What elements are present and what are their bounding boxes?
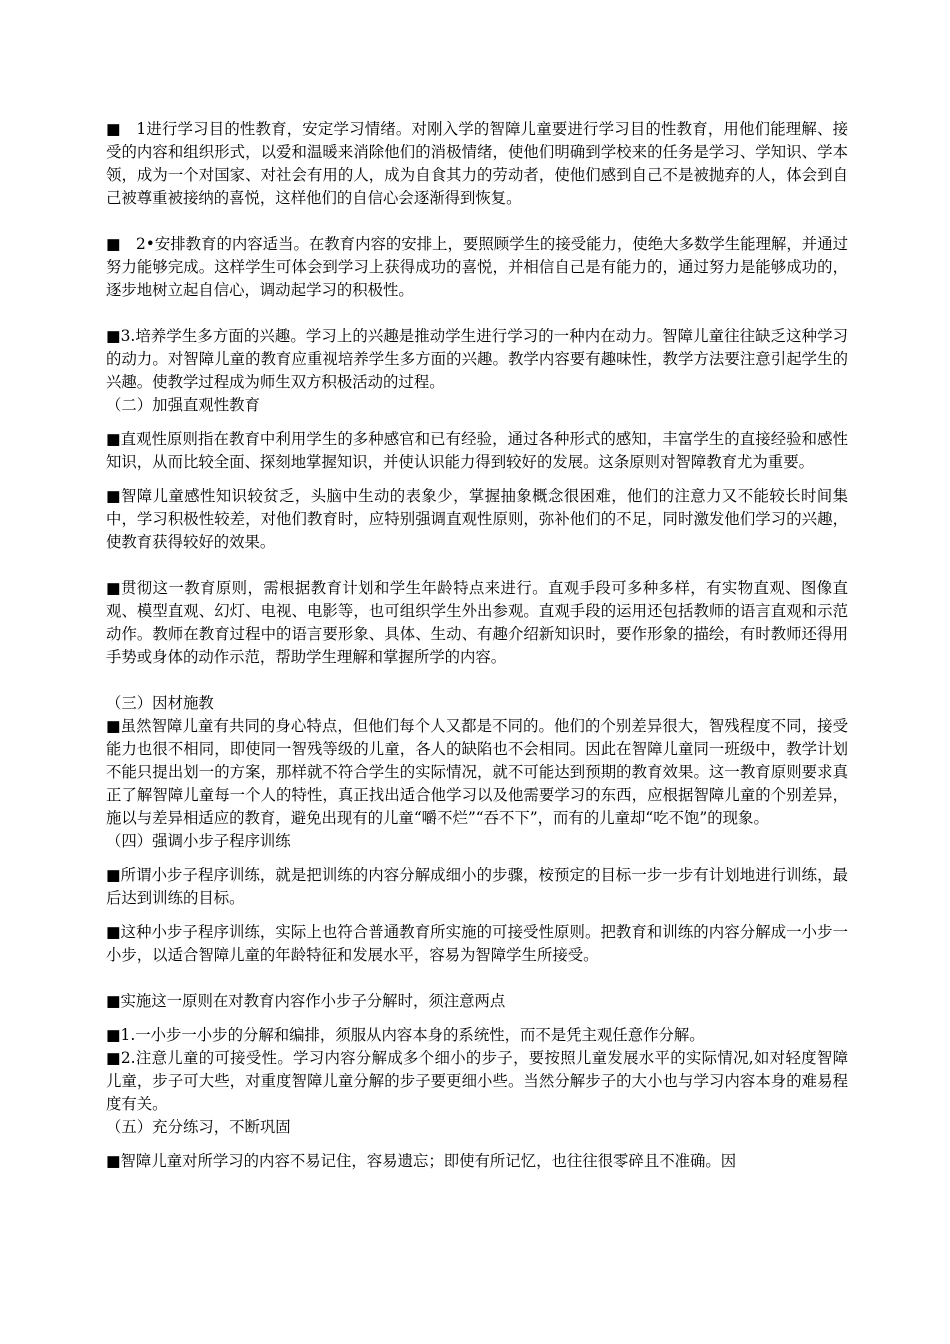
section-heading-practice-consolidation: （五）充分练习，不断巩固 [106,1118,291,1136]
paragraph-point-one: ■1.一小步一小步的分解和编排，须服从内容本身的系统性，而不是凭主观任意作分解。 [106,1026,705,1044]
paragraph-two-points: ■实施这一原则在对教育内容作小步子分解时，须注意两点 [106,992,506,1010]
paragraph-individual-differences: ■虽然智障儿童有共同的身心特点，但他们每个人又都是不同的。他们的个别差异很大，智残程度不同，接受能力也很不相同，即使同一智残等级的儿童，各人的缺陷也不会相同。因此在智障儿童同一班级中，教学计划不能只提出划一的方案，那样就不符合学生的实际情况，就不可能达到预期的教育效果。这一教育原则要求真正了解智障儿童每一个人的特性，真正找出适合他学习以及他需要学习的东西，应根据智障儿童的个别差异，施以与差异相适应的教育，避免出现有的儿童“嚼不烂”“吞不下”，而有的儿童却“吃不饱”的现象。 [106,717,848,827]
paragraph-purpose-education: ■ 1进行学习目的性教育，安定学习情绪。对刚入学的智障儿童要进行学习目的性教育，用他们能理解、接受的内容和组织形式，以爱和温暖来消除他们的消极情绪，使他们明确到学校来的任务是学习、学知识、学本领，成为一个对国家、对社会有用的人，成为自食其力的劳动者，使他们感到自己不是被抛弃的人，体会到自己被尊重被接纳的喜悦，这样他们的自信心会逐渐得到恢复。 [106,120,848,207]
paragraph-implementation: ■贯彻这一教育原则，需根据教育计划和学生年龄特点来进行。直观手段可多种多样，有实物直观、图像直观、模型直观、幻灯、电视、电影等，也可组织学生外出参观。直观手段的运用还包括教师的语言直观和示范动作。教师在教育过程中的语言要形象、具体、生动、有趣介绍新知识时，要作形象的描绘，有时教师还得用手势或身体的动作示范，帮助学生理解和掌握所学的内容。 [106,579,848,666]
paragraph-perceptual-knowledge: ■智障儿童感性知识较贫乏，头脑中生动的表象少，掌握抽象概念很困难，他们的注意力又不能较长时间集中，学习积极性较差，对他们教育时，应特别强调直观性原则，弥补他们的不足，同时激发他们学习的兴趣，使教育获得较好的效果。 [106,487,848,551]
section-heading-small-step-training: （四）强调小步子程序训练 [106,832,291,850]
paragraph-acceptability: ■这种小步子程序训练，实际上也符合普通教育所实施的可接受性原则。把教育和训练的内容分解成一小步一小步，以适合智障儿童的年龄特征和发展水平，容易为智障学生所接受。 [106,923,848,964]
paragraph-small-step-definition: ■所谓小步子程序训练，就是把训练的内容分解成细小的步骤，桉预定的目标一步一步有计划地进行训练，最后达到训练的目标。 [106,866,848,907]
paragraph-intuitive-principle: ■直观性原则指在教育中利用学生的多种感官和已有经验，通过各种形式的感知，丰富学生的直接经验和感性知识，从而比较全面、探刻地掌握知识，并使认识能力得到较好的发展。这条原则对智障教育尤为重要。 [106,430,848,471]
section-heading-intuitive-education: （二）加强直观性教育 [106,396,260,414]
section-heading-individualized-teaching: （三）因材施教 [106,694,214,712]
paragraph-interest-cultivation: ■3.培养学生多方面的兴趣。学习上的兴趣是推动学生进行学习的一种内在动力。智障儿童往往缺乏这种学习的动力。对智障儿童的教育应重视培养学生多方面的兴趣。教学内容要有趣味性，教学方法要注意引起学生的兴趣。使教学过程成为师生双方积极活动的过程。 [106,327,848,391]
paragraph-memory: ■智障儿童对所学习的内容不易记住，容易遗忘；即使有所记忆，也往往很零碎且不准确。因 [106,1152,737,1170]
document-page [106,118,848,1173]
paragraph-point-two: ■2.注意儿童的可接受性。学习内容分解成多个细小的步子，要按照儿童发展水平的实际情况,如对轻度智障儿童，步子可大些，对重度智障儿童分解的步子要更细小些。当然分解步子的大小也与学习内容本身的难易程度有关。 [106,1049,848,1113]
paragraph-content-arrangement: ■ 2•安排教育的内容适当。在教育内容的安排上，要照顾学生的接受能力，使绝大多数学生能理解，并通过努力能够完成。这样学生可体会到学习上获得成功的喜悦，并相信自己是有能力的，通过努力是能够成功的，逐步地树立起自信心，调动起学习的积极性。 [106,235,848,299]
